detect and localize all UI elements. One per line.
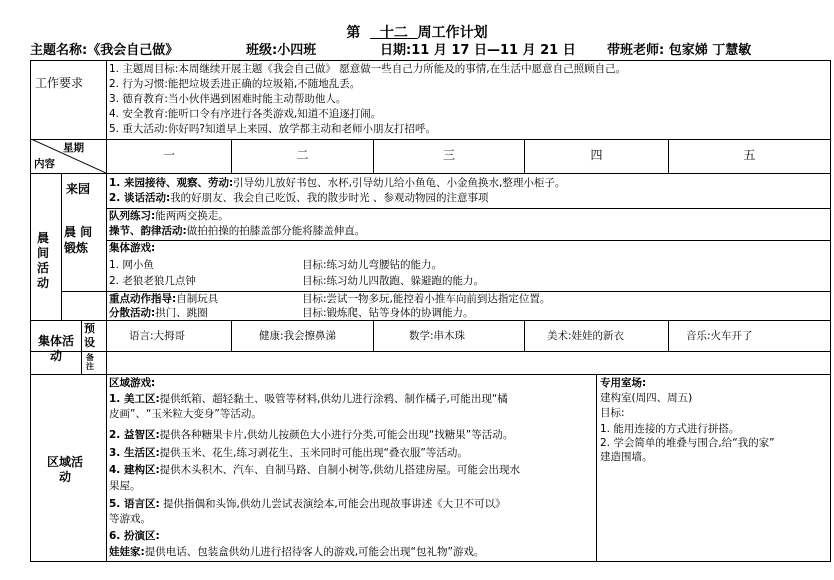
collective-thu: 美术:娃娃的新衣 (547, 330, 625, 342)
area-line-bold: 2. 益智区: (109, 429, 160, 441)
arrival-line-1-bold: 1. 来园接待、观察、劳动: (109, 177, 234, 189)
date-range: 日期:11 月 17 日—11 月 21 日 (380, 43, 576, 58)
plan-header (30, 39, 830, 57)
area-line-text: 提供电话、包装盒供幼儿进行招待客人的游戏,可能会出现“包礼物”游戏。 (144, 546, 485, 558)
arrival-line-2 (109, 192, 489, 206)
collective-mon: 语言:大拇哥 (129, 330, 186, 342)
special-goal: 2. 学会简单的堆叠与围合,给“我的家” (600, 437, 775, 449)
rhythm-bold: 操节、韵律活动: (109, 225, 187, 237)
drill-text: 能两两交换走。 (155, 210, 229, 222)
area-line (109, 530, 160, 544)
group-activity-goal: 目标:锻炼爬、钻等身体的协调能力。 (302, 307, 474, 319)
weekday-fri: 五 (743, 148, 756, 162)
collective-label: 集体活动 (37, 334, 74, 363)
weekday-tue: 二 (296, 148, 309, 162)
teachers: 带班老师: 包家娣 丁慧敏 (607, 43, 752, 58)
area-line (109, 513, 151, 527)
focus-bold: 重点动作指导: (109, 293, 177, 305)
weekday-wed: 三 (442, 148, 455, 162)
rhythm-line (109, 225, 365, 239)
preset-label: 预设 (84, 322, 95, 349)
theme-name: 主题名称:《我会自己做》 (30, 43, 179, 58)
group-activity-bold: 分散活动: (109, 307, 156, 319)
morning-activity-label: 晨间活动 (37, 231, 50, 290)
title-suffix: 周工作计划 (417, 25, 488, 41)
area-line-bold: 5. 语言区: (109, 498, 160, 510)
drill-line (109, 210, 229, 224)
game-name: 1. 网小鱼 (109, 259, 154, 271)
title-prefix: 第 (346, 25, 361, 41)
arrival-line-1 (109, 177, 565, 191)
area-line-bold: 1. 美工区: (109, 393, 160, 405)
area-line-bold: 娃娃家: (109, 546, 145, 558)
requirements-label: 工作要求 (35, 76, 84, 90)
requirement-line: 1. 主题周目标:本周继续开展主题《我会自己做》 愿意做一些自己力所能及的事情,在生活中愿意自己照顾自己。 (109, 63, 627, 75)
drill-bold: 队列练习: (109, 210, 156, 222)
area-game-title: 区域游戏: (109, 377, 156, 389)
area-line-text: 提供木头积木、汽车、自制马路、自制小树等,供幼儿搭建房屋。可能会出现水 (159, 464, 520, 476)
area-line (109, 447, 468, 461)
area-line-bold: 3. 生活区: (109, 447, 160, 459)
game-name: 2. 老狼老狼几点钟 (109, 275, 196, 287)
arrival-line-1-text: 引导幼儿放好书包、水杯,引导幼儿给小鱼龟、小金鱼换水,整理小柜子。 (233, 177, 566, 189)
area-line-text: 皮画”、“玉米粒大变身”等活动。 (109, 408, 262, 420)
weekday-thu: 四 (590, 148, 603, 162)
arrival-label: 来园 (66, 182, 91, 196)
corner-content-label: 内容 (34, 158, 55, 170)
class-name: 班级:小四班 (246, 43, 317, 58)
exercise-label: 晨 间锻炼 (64, 225, 93, 255)
area-activity-label: 区域活动 (46, 455, 83, 484)
requirement-line: 2. 行为习惯:能把垃圾丢进正确的垃圾箱,不随地乱丢。 (109, 78, 361, 90)
collective-tue: 健康:我会擦鼻涕 (259, 330, 337, 342)
area-line (109, 429, 513, 443)
area-line-text: 提供纸箱、超轻黏土、吸管等材料,供幼儿进行涂鸦、制作橘子,可能出现“橘 (159, 393, 508, 405)
area-line-text: 提供各种糖果卡片,供幼儿按颜色大小进行分类,可能会出现“找糖果”等活动。 (159, 429, 514, 441)
area-line (109, 480, 141, 494)
area-line (109, 393, 508, 407)
corner-weekday-label: 星期 (63, 142, 84, 154)
game-goal: 目标:练习幼儿四散跑、躲避跑的能力。 (302, 275, 485, 287)
focus-text: 自制玩具 (176, 293, 219, 305)
group-activity-line (109, 307, 208, 321)
requirement-line: 3. 德育教育:当小伙伴遇到困难时能主动帮助他人。 (109, 93, 347, 105)
area-line (109, 498, 506, 512)
focus-goal: 目标:尝试一物多玩,能控着小推车向前到达指定位置。 (302, 293, 551, 305)
plan-table (30, 60, 831, 562)
special-goal: 1. 能用连接的方式进行拼搭。 (600, 423, 740, 435)
area-line-text: 果屋。 (109, 480, 141, 492)
area-line-text: 提供玉米、花生,练习剥花生、玉米同时可能出现“叠衣服”等活动。 (159, 447, 468, 459)
area-line-text: 等游戏。 (109, 513, 151, 525)
area-line-text: 提供指偶和头饰,供幼儿尝试表演绘本,可能会出现故事讲述《大卫不可以》 (159, 498, 506, 510)
area-line-bold: 6. 扮演区: (109, 530, 160, 542)
collective-fri: 音乐:火车开了 (686, 330, 753, 342)
group-game-title: 集体游戏: (109, 242, 156, 254)
arrival-line-2-bold: 2. 谈话活动: (109, 192, 171, 204)
rhythm-text: 做拍拍操的拍膝盖部分能将膝盖伸直。 (186, 225, 366, 237)
special-room-title: 专用室场: (600, 377, 647, 389)
focus-line (109, 293, 218, 307)
group-activity-text: 拱门、跳圈 (155, 307, 208, 319)
requirement-line: 5. 重大活动:你好吗?知道早上来园、放学都主动和老师小朋友打招呼。 (109, 123, 436, 135)
area-line (109, 546, 484, 560)
special-room-name: 建构室(周四、周五) (600, 392, 693, 404)
game-goal: 目标:练习幼儿弯腰钻的能力。 (302, 259, 443, 271)
special-goal: 建造围墙。 (600, 451, 653, 463)
requirement-line: 4. 安全教育:能听口令有序进行各类游戏,知道不追逐打闹。 (109, 108, 382, 120)
special-goal-label: 目标: (600, 407, 625, 419)
collective-wed: 数学:串木珠 (409, 330, 466, 342)
weekday-mon: 一 (162, 148, 175, 162)
week-number-text: 十二 (379, 25, 408, 41)
notes-label: 备注 (86, 353, 94, 371)
area-line (109, 408, 262, 422)
arrival-line-2-text: 我的好朋友、我会自己吃饭、我的散步时光 、参观动物园的注意事项 (170, 192, 489, 204)
area-line (109, 464, 520, 478)
area-line-bold: 4. 建构区: (109, 464, 160, 476)
